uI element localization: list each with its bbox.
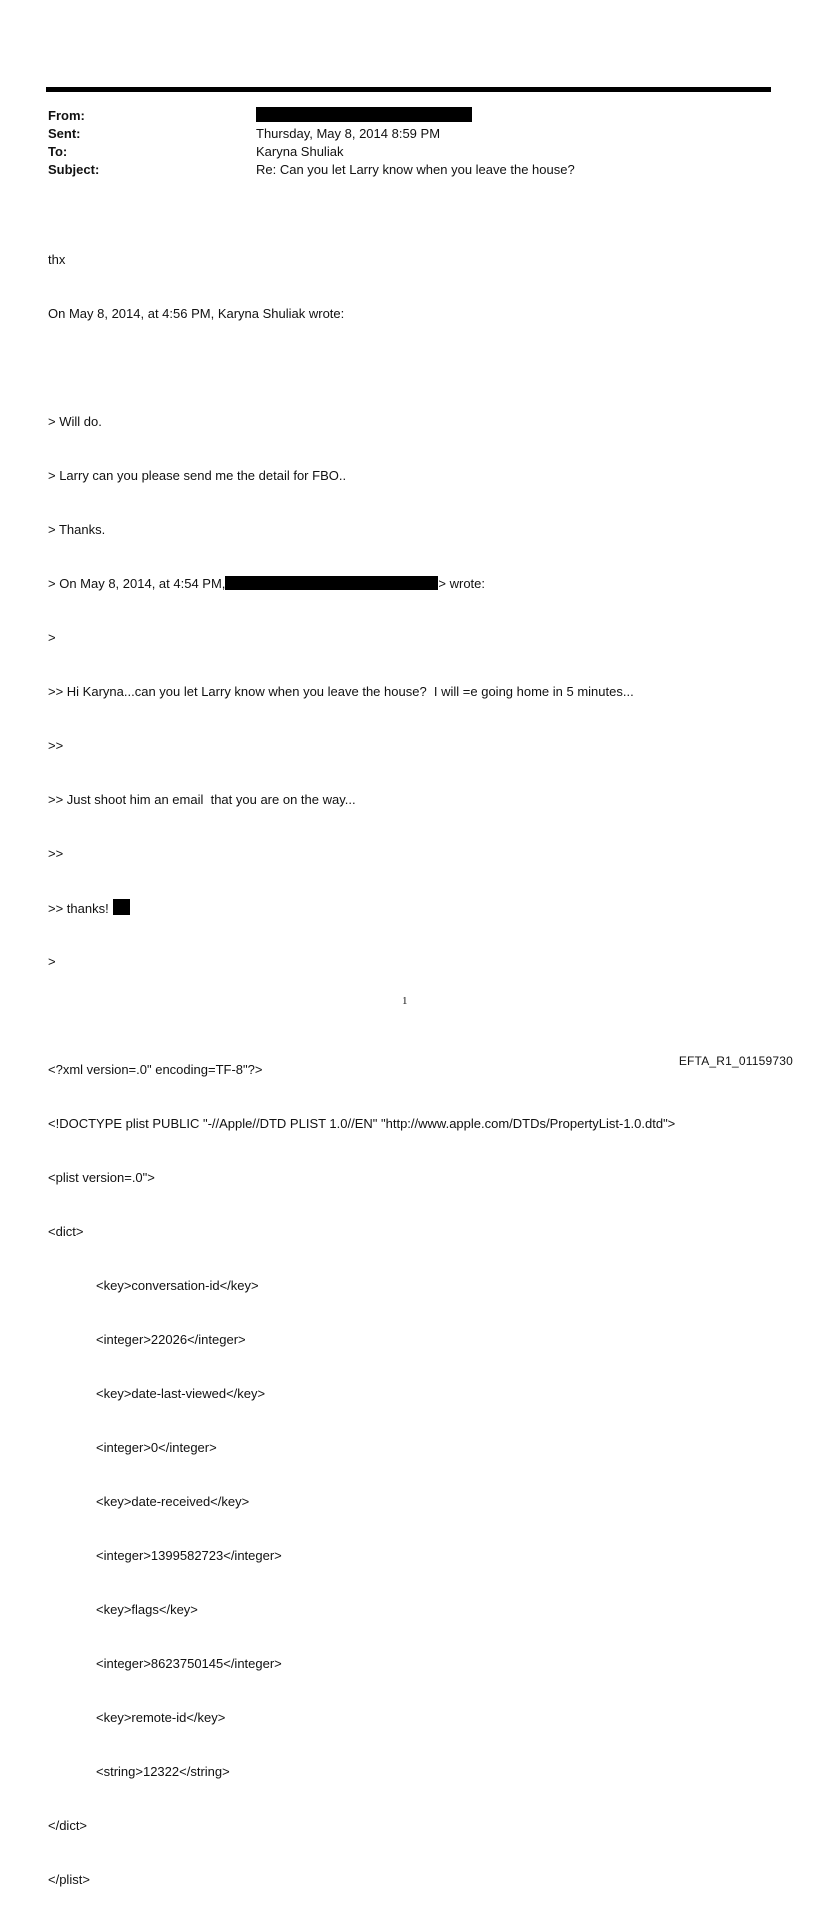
document-id: EFTA_R1_01159730: [678, 1054, 793, 1068]
quoted-line: > Will do.: [48, 414, 102, 429]
to-value: Karyna Shuliak: [256, 144, 344, 159]
quoted-line: >> Just shoot him an email that you are on the way...: [48, 792, 356, 807]
xml-line: <integer>22026</integer>: [96, 1332, 246, 1347]
quoted-attribution-suffix: > wrote:: [438, 576, 486, 591]
sent-label: Sent:: [48, 126, 81, 141]
from-value: [256, 107, 472, 125]
xml-line: <key>remote-id</key>: [96, 1710, 226, 1725]
xml-line: <!DOCTYPE plist PUBLIC "-//Apple//DTD PLIST 1.0//EN" "http://www.apple.com/DTDs/PropertyList-1.0.dtd">: [48, 1116, 676, 1131]
sent-value: Thursday, May 8, 2014 8:59 PM: [256, 126, 441, 141]
xml-line: <string>12322</string>: [96, 1764, 230, 1779]
to-label: To:: [48, 144, 68, 159]
quoted-line: >>: [48, 738, 64, 753]
xml-line: <integer>8623750145</integer>: [96, 1656, 282, 1671]
xml-line: </plist>: [48, 1872, 90, 1887]
quoted-line: >> Hi Karyna...can you let Larry know when you leave the house? I will =e going home in 5 minutes...: [48, 684, 634, 699]
xml-line: <?xml version=.0" encoding=TF-8"?>: [48, 1062, 263, 1077]
xml-line: <integer>1399582723</integer>: [96, 1548, 282, 1563]
redaction-block: [113, 899, 130, 915]
quoted-attribution-prefix: > On May 8, 2014, at 4:54 PM,: [48, 576, 226, 591]
from-label: From:: [48, 108, 85, 123]
redaction-block: [225, 576, 438, 590]
xml-line: <integer>0</integer>: [96, 1440, 217, 1455]
quoted-signoff-line: [48, 899, 675, 917]
xml-line: <plist version=.0">: [48, 1170, 155, 1185]
quoted-line: >>: [48, 846, 64, 861]
attribution-line: On May 8, 2014, at 4:56 PM, Karyna Shuliak wrote:: [48, 306, 345, 321]
page-number: 1: [402, 995, 408, 1007]
quoted-signoff-text: >> thanks!: [48, 901, 109, 916]
xml-line: <dict>: [48, 1224, 84, 1239]
quoted-line: > Thanks.: [48, 522, 106, 537]
quoted-line: > Larry can you please send me the detail for FBO..: [48, 468, 347, 483]
xml-line: </dict>: [48, 1818, 88, 1833]
quoted-line: >: [48, 954, 56, 969]
redaction-block: [256, 107, 472, 122]
quoted-line: >: [48, 630, 56, 645]
reply-text: thx: [48, 252, 66, 267]
xml-line: <key>date-last-viewed</key>: [96, 1386, 266, 1401]
xml-line: <key>conversation-id</key>: [96, 1278, 259, 1293]
subject-value: Re: Can you let Larry know when you leave the house?: [256, 162, 575, 177]
email-body: [48, 215, 675, 1907]
xml-line: <key>date-received</key>: [96, 1494, 250, 1509]
header-rule: [46, 87, 771, 92]
quoted-attribution-line: [48, 575, 675, 593]
subject-label: Subject:: [48, 162, 100, 177]
xml-line: <key>flags</key>: [96, 1602, 198, 1617]
